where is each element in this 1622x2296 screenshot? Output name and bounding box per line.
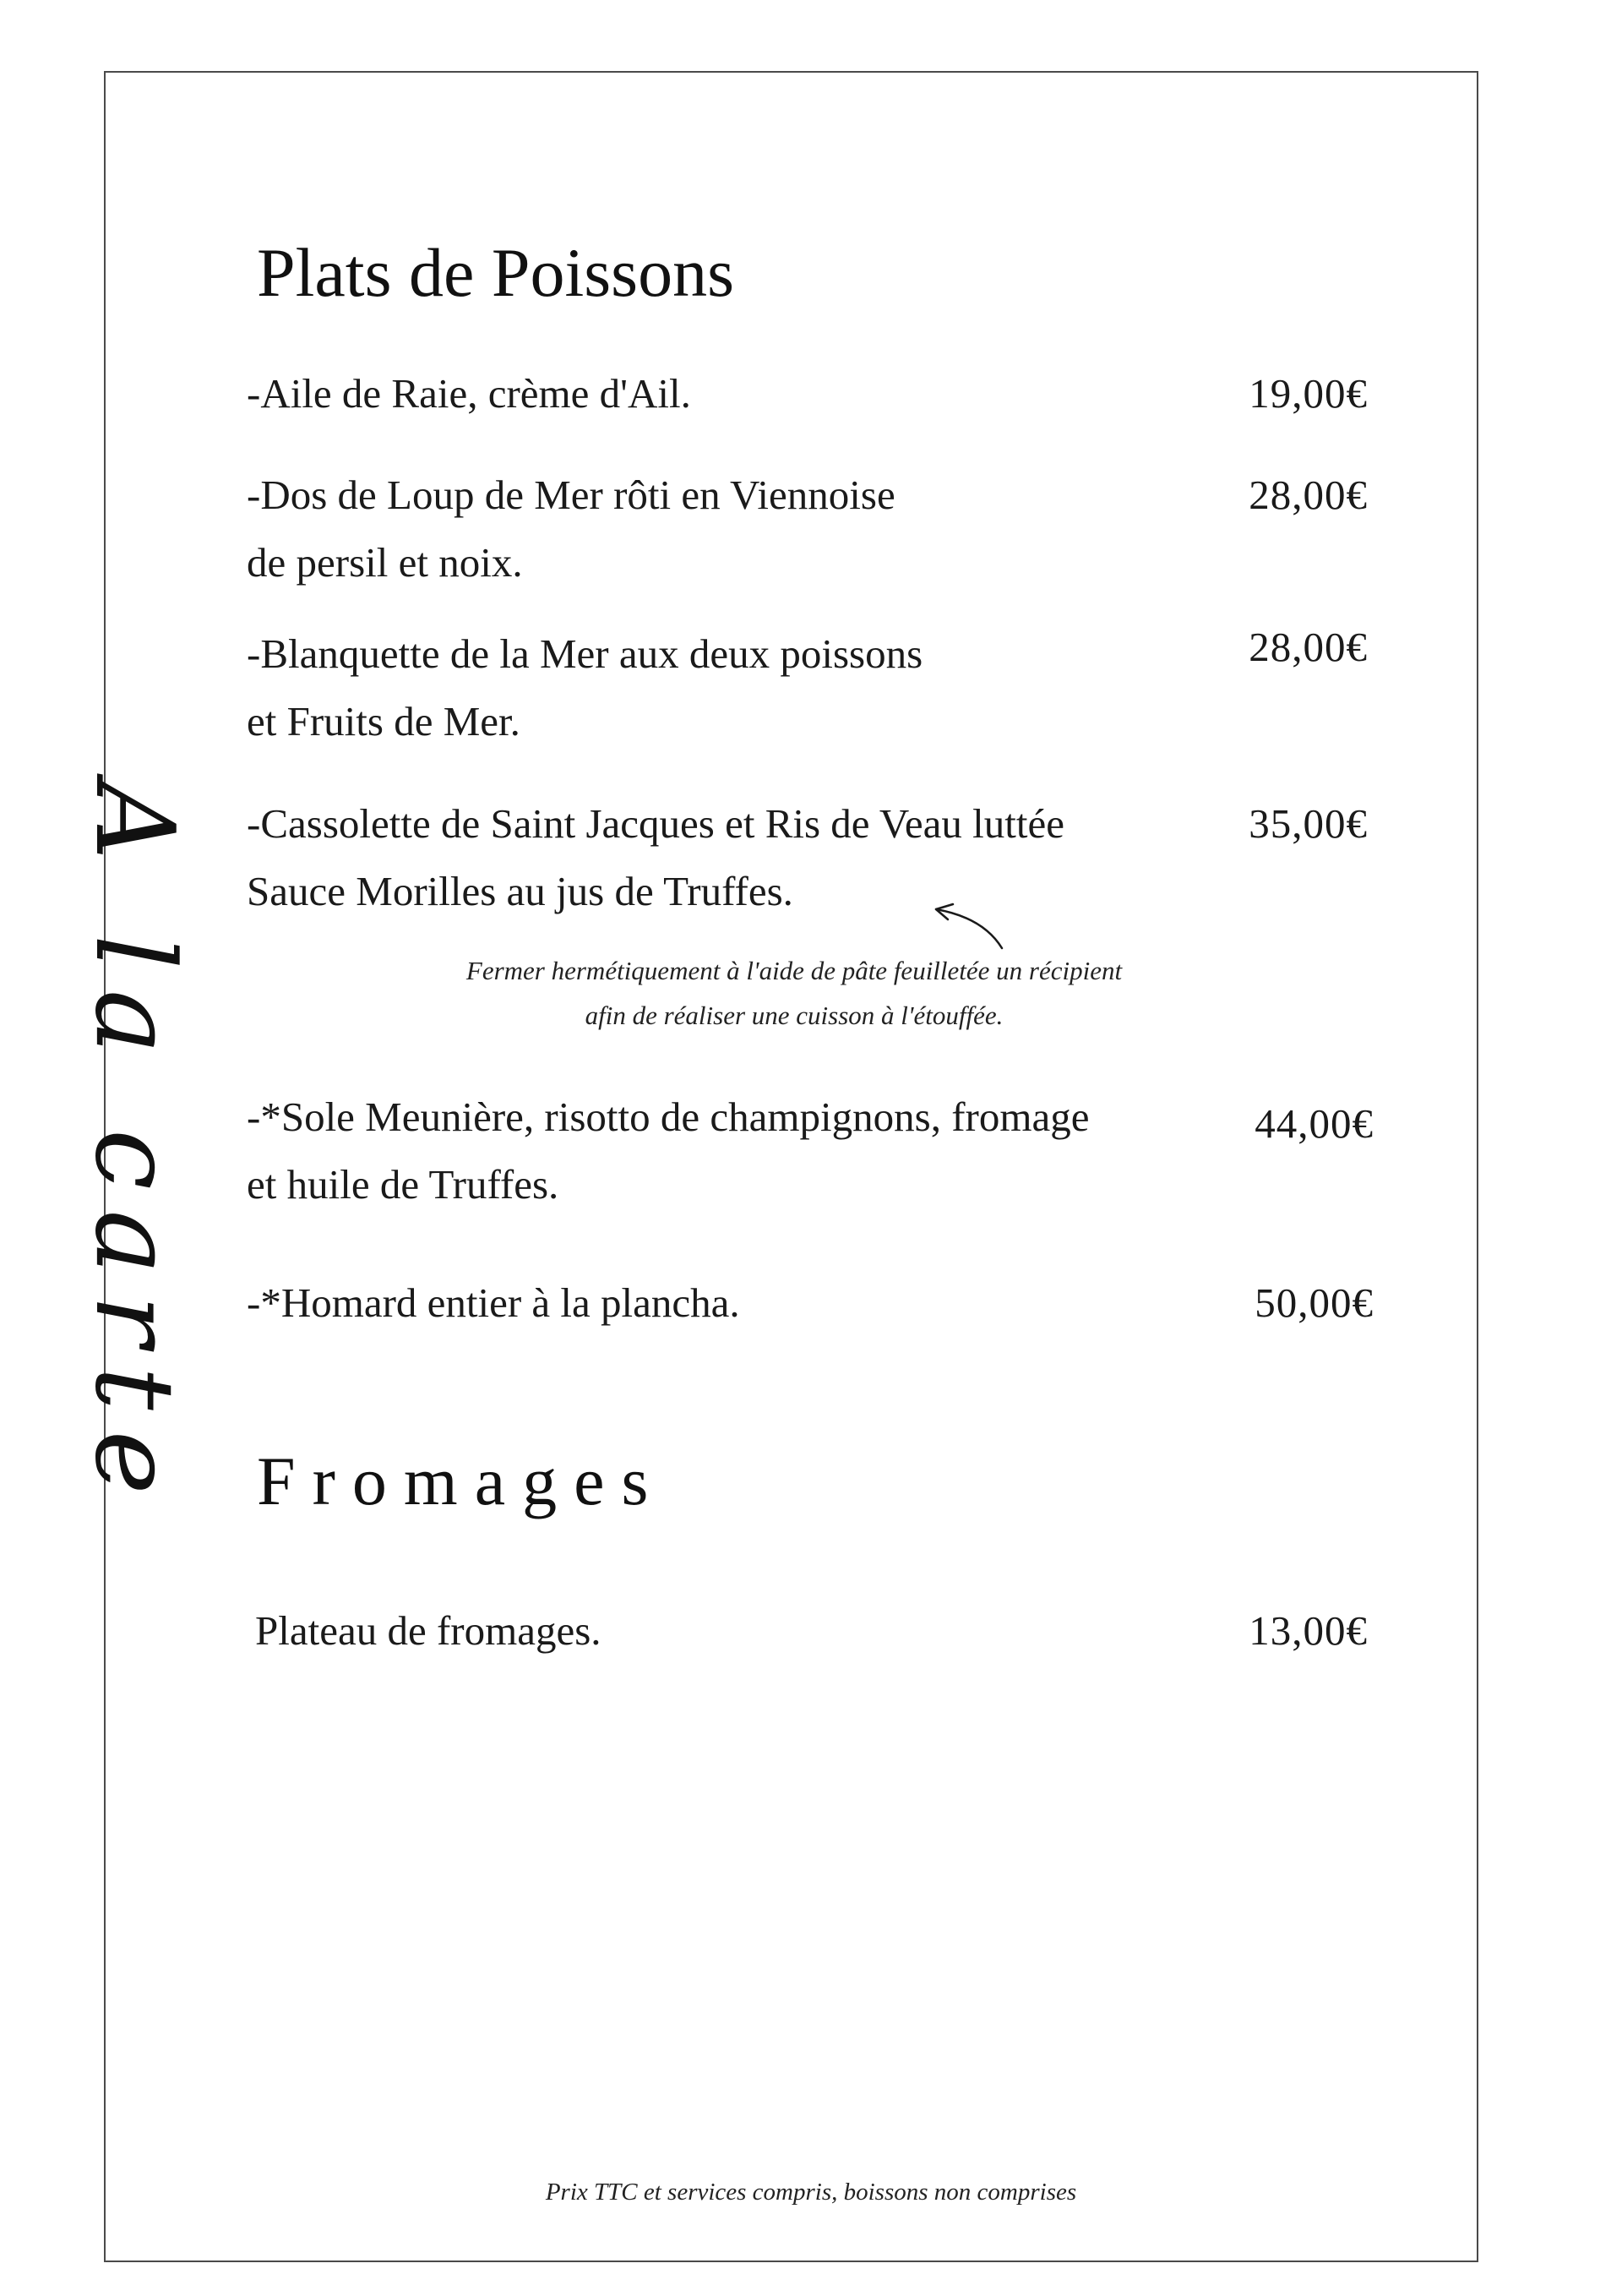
menu-item-plateau-fromages (255, 1597, 1387, 1665)
menu-item-line: Sauce Morilles au jus de Truffes. (247, 868, 793, 914)
menu-item-price: 44,00€ (1255, 1100, 1374, 1147)
menu-item-line: de persil et noix. (247, 539, 523, 586)
menu-item-price: 28,00€ (1249, 472, 1368, 518)
section-title-fromages: Fromages (257, 1442, 666, 1519)
menu-item-line: et huile de Truffes. (247, 1161, 559, 1208)
menu-item-blanquette (247, 620, 1387, 755)
menu-item-price: 50,00€ (1255, 1279, 1374, 1326)
note-line: Fermer hermétiquement à l'aide de pâte feuilletée un récipient (465, 956, 1123, 985)
note-line: afin de réaliser une cuisson à l'étouffée. (585, 1001, 1004, 1030)
menu-item-aile-de-raie (247, 360, 1387, 428)
cassolette-note (355, 948, 1233, 1038)
menu-item-price: 35,00€ (1249, 800, 1368, 847)
menu-item-name (247, 1083, 1218, 1219)
menu-item-price: 19,00€ (1249, 370, 1368, 417)
menu-item-line: -Aile de Raie, crème d'Ail. (247, 370, 691, 417)
menu-item-name (247, 790, 1210, 925)
vertical-script-title (66, 782, 201, 1515)
menu-item-line: -Cassolette de Saint Jacques et Ris de Veau luttée (247, 800, 1064, 847)
menu-item-name (247, 1269, 1218, 1337)
menu-item-loup-de-mer (247, 461, 1387, 597)
vertical-title-text: A la carte (71, 782, 197, 1515)
menu-item-line: -Dos de Loup de Mer rôti en Viennoise (247, 472, 895, 518)
menu-item-line: -*Homard entier à la plancha. (247, 1279, 740, 1326)
menu-item-homard (247, 1269, 1387, 1337)
footer-note: Prix TTC et services compris, boissons non comprises (545, 2179, 1077, 2206)
menu-item-line: Plateau de fromages. (255, 1607, 601, 1654)
curved-arrow-icon (928, 901, 1009, 952)
section-title-poissons: Plats de Poissons (257, 234, 734, 311)
menu-item-name (255, 1597, 1227, 1665)
menu-item-cassolette (247, 790, 1387, 925)
menu-item-name (247, 360, 1218, 428)
menu-item-name (247, 461, 1218, 597)
menu-item-sole-meuniere (247, 1083, 1387, 1219)
menu-item-line: -*Sole Meunière, risotto de champignons, fromage (247, 1093, 1090, 1140)
menu-item-line: -Blanquette de la Mer aux deux poissons (247, 630, 923, 677)
menu-item-line: et Fruits de Mer. (247, 698, 520, 744)
menu-item-price: 13,00€ (1249, 1607, 1368, 1654)
menu-item-price: 28,00€ (1249, 624, 1368, 670)
menu-item-name (247, 620, 1218, 755)
